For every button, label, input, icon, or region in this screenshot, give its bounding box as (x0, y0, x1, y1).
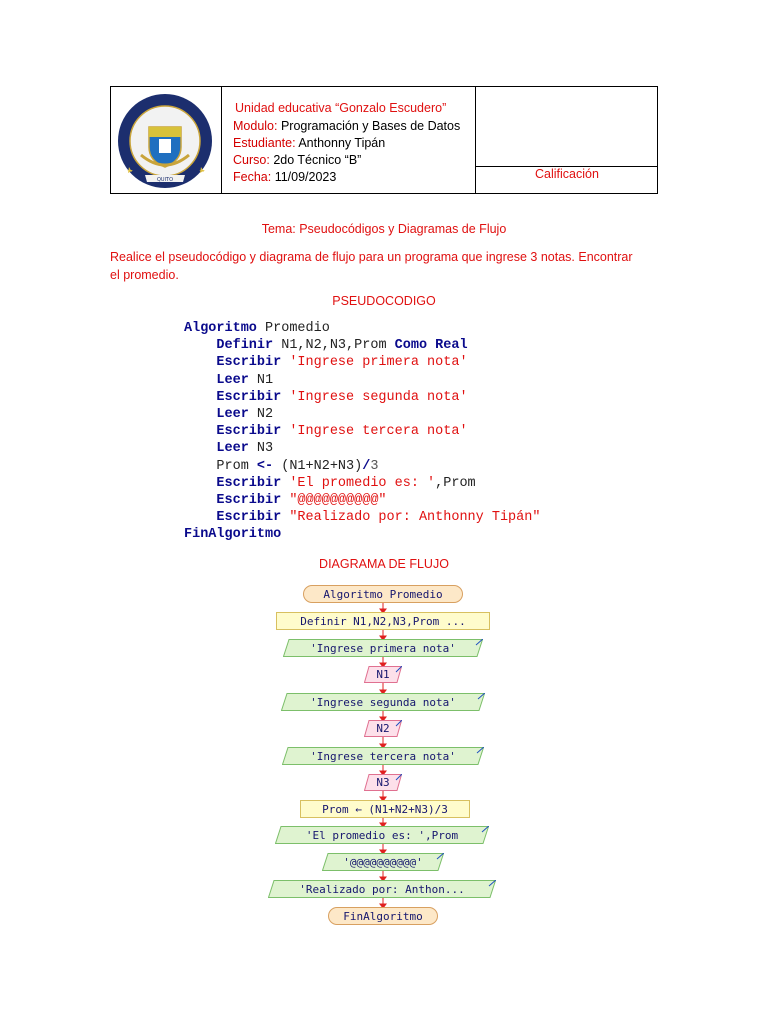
string-literal: 'El promedio es: ' (281, 475, 436, 491)
instruction-line-1: Realice el pseudocódigo y diagrama de flujo para un programa que ingrese 3 notas. Encontrar (110, 250, 633, 264)
flowchart-title: DIAGRAMA DE FLUJO (319, 557, 449, 571)
flow-output-label: 'Ingrese primera nota' (310, 641, 456, 655)
flow-define-label: Definir N1,N2,N3,Prom ... (300, 614, 466, 628)
flow-input-node (364, 666, 402, 683)
curso-label: Curso: (233, 153, 270, 167)
string-literal: "@@@@@@@@@@" (281, 493, 387, 509)
kw-como-real: Como Real (394, 338, 468, 354)
flow-start-label: Algoritmo Promedio (323, 587, 443, 601)
string-literal: 'Ingrese primera nota' (281, 355, 468, 371)
string-literal: "Realizado por: Anthonny Tipán" (281, 510, 541, 526)
fecha-value: 11/09/2023 (274, 170, 337, 184)
var-name: N1 (248, 372, 274, 388)
modulo-value: Programación y Bases de Datos (280, 119, 461, 133)
kw-escribir: Escribir (216, 510, 282, 526)
var-list: N1,N2,N3,Prom (273, 338, 395, 354)
flow-output-label: 'Realizado por: Anthon... (299, 882, 465, 896)
flow-output-label: 'Ingrese tercera nota' (310, 749, 456, 763)
number-literal: 3 (370, 458, 379, 474)
kw-escribir: Escribir (216, 493, 282, 509)
kw-finalgoritmo: FinAlgoritmo (184, 527, 282, 543)
school-name: Unidad educativa “Gonzalo Escudero” (235, 101, 447, 115)
flow-input-label: N3 (376, 776, 390, 789)
svg-text:QUITO: QUITO (156, 177, 174, 183)
flow-input-label: N2 (376, 722, 390, 735)
flow-output-node (268, 880, 496, 898)
kw-leer: Leer (216, 441, 249, 457)
flow-output-node (282, 747, 484, 765)
string-literal: 'Ingrese tercera nota' (281, 424, 468, 440)
flow-output-label: 'El promedio es: ',Prom (305, 828, 459, 842)
kw-definir: Definir (216, 338, 274, 354)
kw-leer: Leer (216, 407, 249, 423)
flow-output-node (281, 693, 485, 711)
modulo-label: Modulo: (233, 119, 278, 133)
flow-input-label: N1 (376, 668, 390, 681)
kw-escribir: Escribir (216, 475, 282, 491)
flow-output-label: 'Ingrese segunda nota' (310, 695, 456, 709)
flow-start-node (303, 585, 463, 603)
flow-assign-node (300, 800, 470, 818)
estudiante-label: Estudiante: (233, 136, 296, 150)
var-name: N2 (248, 407, 274, 423)
flow-end-label: FinAlgoritmo (343, 909, 423, 923)
var-name: Prom (216, 458, 257, 474)
expression: (N1+N2+N3) (273, 458, 363, 474)
flow-define-node (276, 612, 490, 630)
instruction-line-2: el promedio. (110, 268, 179, 282)
kw-escribir: Escribir (216, 355, 282, 371)
kw-leer: Leer (216, 372, 249, 388)
flow-output-node (275, 826, 489, 844)
var-name: ,Prom (435, 475, 476, 491)
flow-end-node (328, 907, 438, 925)
tema-heading: Tema: Pseudocódigos y Diagramas de Flujo (261, 222, 507, 236)
kw-escribir: Escribir (216, 389, 282, 405)
flow-input-node (364, 720, 402, 737)
flow-output-node (283, 639, 483, 657)
fecha-label: Fecha: (233, 170, 272, 184)
kw-algoritmo: Algoritmo (184, 321, 257, 336)
curso-value: 2do Técnico “B” (273, 153, 362, 167)
string-literal: 'Ingrese segunda nota' (281, 389, 468, 405)
kw-divide: / (362, 458, 371, 474)
estudiante-value: Anthonny Tipán (298, 136, 386, 150)
flow-assign-label: Prom ← (N1+N2+N3)/3 (322, 802, 448, 816)
flow-output-node (322, 853, 444, 871)
pseudocode-title: PSEUDOCODIGO (332, 294, 436, 308)
calificacion-label: Calificación (535, 167, 599, 181)
kw-escribir: Escribir (216, 424, 282, 440)
algorithm-name: Promedio (256, 321, 330, 336)
var-name: N3 (248, 441, 274, 457)
kw-assign: <- (256, 458, 274, 474)
flow-output-label: '@@@@@@@@@@' (343, 855, 423, 869)
flow-input-node (364, 774, 402, 791)
